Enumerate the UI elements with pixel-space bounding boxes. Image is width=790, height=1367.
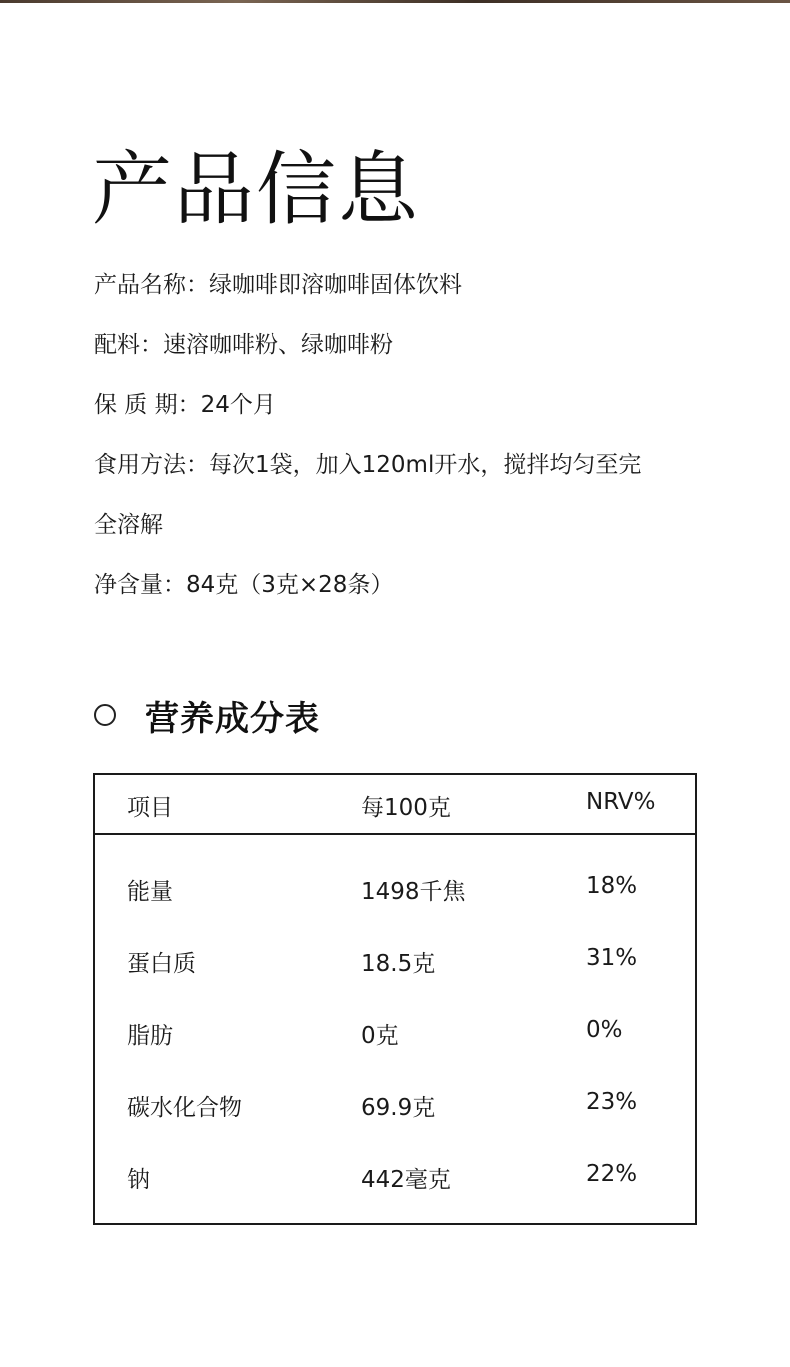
circle-outline-icon — [94, 704, 116, 726]
table-row — [95, 873, 695, 913]
nutrition-section-header — [94, 690, 320, 740]
info-line-ingredients: 配料：速溶咖啡粉、绿咖啡粉 — [94, 332, 393, 358]
nutrition-table — [93, 773, 697, 1225]
row-item-name: 脂肪 — [127, 1023, 173, 1049]
top-decorative-strip — [0, 0, 790, 3]
table-row — [95, 1089, 695, 1129]
info-line-shelf-life: 保 质 期：24个月 — [94, 392, 276, 418]
table-body — [95, 835, 695, 1225]
table-header-per-100g: 每100克 — [361, 795, 451, 821]
row-nrv-value: 18% — [586, 873, 638, 899]
row-item-name: 碳水化合物 — [127, 1095, 242, 1121]
table-header-row — [95, 775, 695, 835]
info-line-product-name: 产品名称：绿咖啡即溶咖啡固体饮料 — [94, 272, 462, 298]
row-per-100g-value: 18.5克 — [361, 951, 436, 977]
table-row — [95, 945, 695, 985]
row-item-name: 能量 — [127, 879, 173, 905]
row-per-100g-value: 1498千焦 — [361, 879, 466, 905]
product-info-list — [94, 255, 714, 615]
row-per-100g-value: 69.9克 — [361, 1095, 436, 1121]
page-title: 产品信息 — [92, 143, 420, 236]
table-row — [95, 1161, 695, 1201]
info-line-usage: 食用方法：每次1袋，加入120ml开水，搅拌均匀至完 — [94, 452, 642, 478]
row-nrv-value: 23% — [586, 1089, 638, 1115]
row-nrv-value: 0% — [586, 1017, 623, 1043]
info-line-net-content: 净含量：84克（3克×28条） — [94, 572, 394, 598]
row-per-100g-value: 0克 — [361, 1023, 399, 1049]
table-header-nrv: NRV% — [586, 789, 656, 815]
row-nrv-value: 22% — [586, 1161, 638, 1187]
row-per-100g-value: 442毫克 — [361, 1167, 451, 1193]
row-nrv-value: 31% — [586, 945, 638, 971]
nutrition-section-title: 营养成分表 — [145, 698, 320, 739]
table-row — [95, 1017, 695, 1057]
table-header-item: 项目 — [127, 795, 173, 821]
row-item-name: 钠 — [127, 1167, 150, 1193]
row-item-name: 蛋白质 — [127, 951, 196, 977]
info-line-usage-continued: 全溶解 — [94, 512, 163, 538]
